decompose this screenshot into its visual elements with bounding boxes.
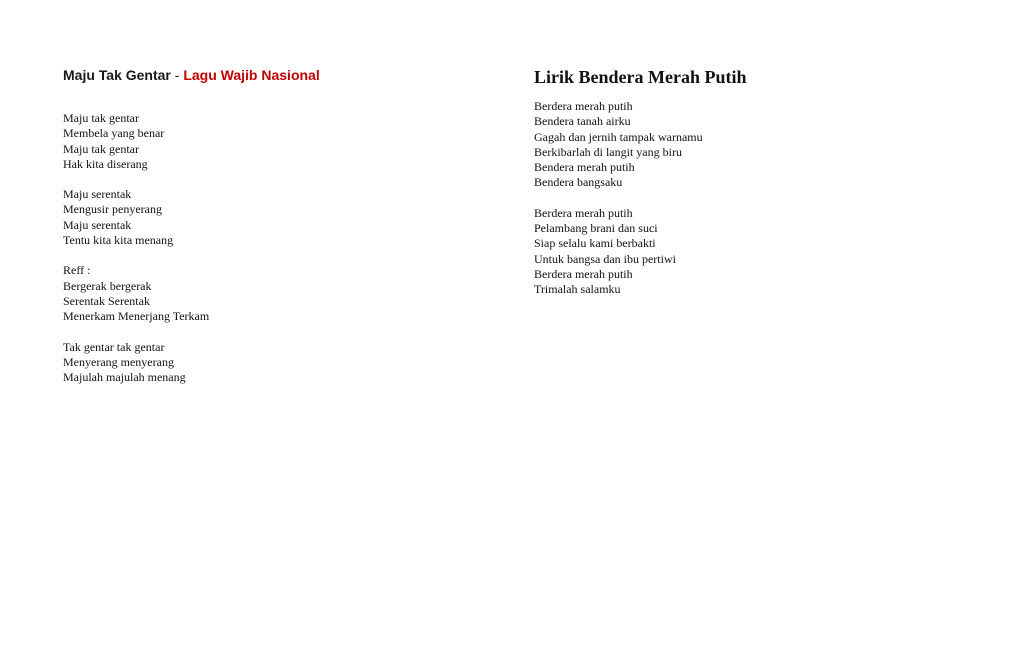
- lyric-line: Maju serentak: [63, 187, 132, 202]
- lyric-line: Untuk bangsa dan ibu pertiwi: [534, 251, 676, 266]
- lyric-line: Siap selalu kami berbakti: [534, 236, 656, 251]
- lyric-line: Trimalah salamku: [534, 282, 621, 297]
- stanza-1: [63, 111, 483, 172]
- lyrics-left: [63, 111, 483, 385]
- lyrics-right: [534, 99, 974, 298]
- lyric-line: Berkibarlah di langit yang biru: [534, 144, 682, 159]
- lyric-line: Serentak Serentak: [63, 293, 150, 308]
- lyric-line: Berdera merah putih: [534, 266, 633, 281]
- lyric-line: Mengusir penyerang: [63, 202, 162, 217]
- song-bendera-merah-putih: [534, 66, 974, 313]
- lyric-line: Majulah majulah menang: [63, 370, 186, 385]
- stanza-reff: [63, 263, 483, 324]
- title-subtitle: Lagu Wajib Nasional: [183, 67, 320, 83]
- lyric-line: Hak kita diserang: [63, 156, 148, 171]
- stanza-2: [534, 206, 974, 298]
- stanza-2: [63, 187, 483, 248]
- lyric-line: Berdera merah putih: [534, 99, 633, 113]
- title-text: Maju Tak Gentar: [63, 67, 171, 83]
- lyric-line: Tentu kita kita menang: [63, 233, 174, 248]
- lyric-line: Membela yang benar: [63, 126, 165, 141]
- title-separator: -: [170, 67, 184, 83]
- stanza-1: [534, 99, 974, 191]
- stanza-4: [63, 340, 483, 386]
- lyric-line: Maju tak gentar: [63, 141, 139, 156]
- lyric-line: Berdera merah putih: [534, 205, 633, 220]
- lyric-line: Bendera bangsaku: [534, 175, 623, 190]
- lyric-line: Pelambang brani dan suci: [534, 221, 658, 236]
- lyric-line: Gagah dan jernih tampak warnamu: [534, 129, 703, 144]
- song-title-bendera-merah-putih: Lirik Bendera Merah Putih: [534, 67, 747, 87]
- song-title-maju-tak-gentar: [63, 66, 483, 84]
- lyric-line: Menerkam Menerjang Terkam: [63, 309, 210, 324]
- lyric-line: Bendera merah putih: [534, 160, 635, 175]
- lyric-line: Maju tak gentar: [63, 111, 139, 125]
- lyric-line: Menyerang menyerang: [63, 354, 174, 369]
- lyric-line: Tak gentar tak gentar: [63, 339, 165, 354]
- lyric-line: Bendera tanah airku: [534, 114, 631, 129]
- lyric-line: Reff :: [63, 263, 91, 278]
- song-maju-tak-gentar: [63, 66, 483, 400]
- lyric-line: Maju serentak: [63, 217, 132, 232]
- lyric-line: Bergerak bergerak: [63, 278, 152, 293]
